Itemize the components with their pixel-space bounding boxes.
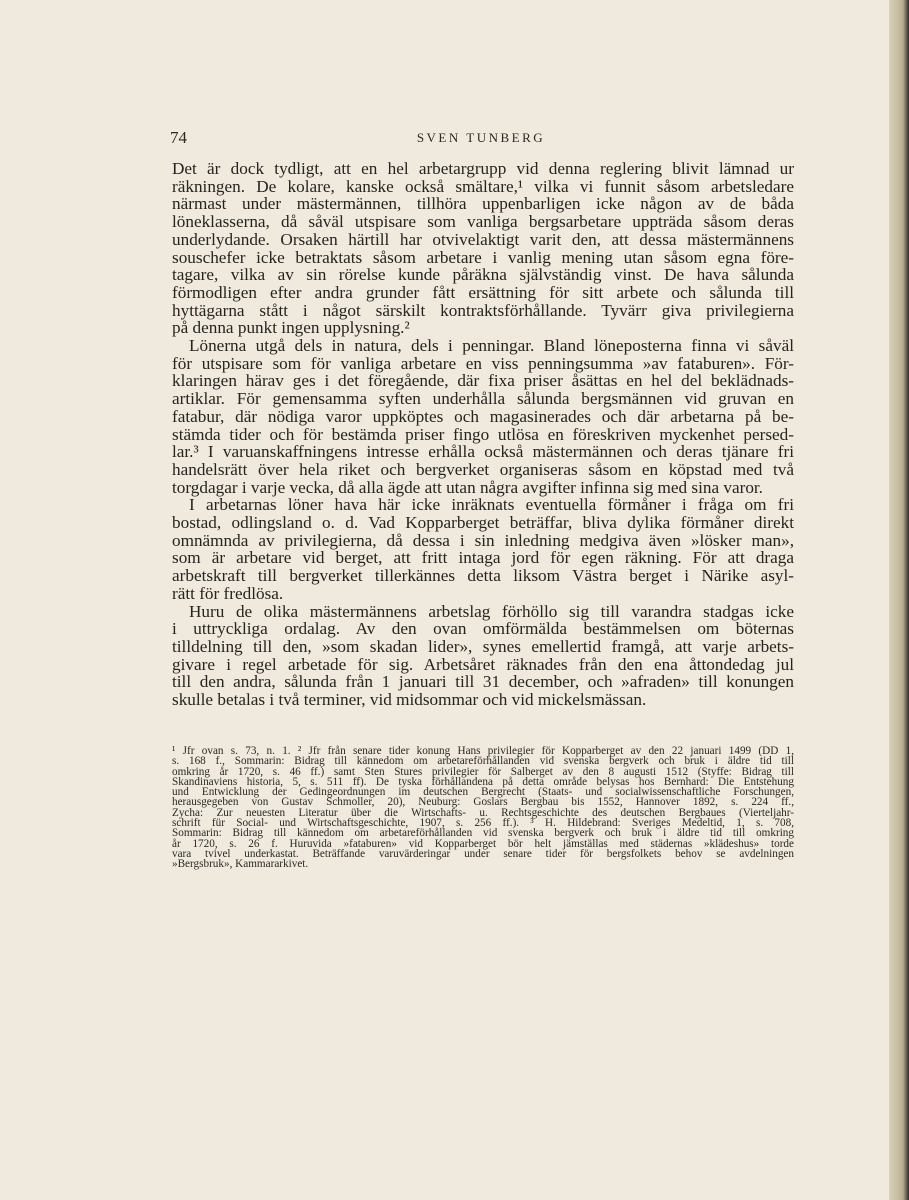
footnote-line: Skandinaviens historia, 5, s. 511 ff). De tyska förhållandena på detta område belysas hos Bernhard: Die Entstehung <box>172 775 794 788</box>
page-header <box>170 128 792 148</box>
text-line: torgdagar i varje vecka, då alla ägde att utan några avgifter infinna sig med sina varor. <box>172 477 763 497</box>
text-line: fatabur, där nödiga varor uppköptes och magasinerades och där arbetarna på be- <box>172 406 794 426</box>
text-line: på denna punkt ingen upplysning.² <box>172 318 410 338</box>
text-line: bostad, odlingsland o. d. Vad Kopparberget beträffar, bliva dylika förmåner direkt <box>172 513 794 533</box>
text-line: Lönerna utgå dels in natura, dels i penningar. Bland löneposterna finna vi såväl <box>189 336 794 356</box>
main-text <box>172 160 794 709</box>
running-title: SVEN TUNBERG <box>416 130 546 145</box>
text-line: räkningen. De kolare, kanske också smältare,¹ vilka vi funnit såsom arbetsledare <box>172 176 794 196</box>
text-line: närmast under mästermännen, tillhöra uppenbarligen icke någon av de båda <box>172 194 794 214</box>
footnote-line: »Bergsbruk», Kammararkivet. <box>172 858 309 871</box>
text-line: löneklasserna, då såväl utspisare som vanliga bergsarbetare uppträda såsom deras <box>172 212 794 232</box>
footnote-line: Zycha: Zur neuesten Literatur über die Wirtschafts- u. Rechtsgeschichte des deutschen Bergbaues (Vierteljahr- <box>172 806 794 819</box>
text-line: för utspisare som för vanliga arbetare en viss penningsumma »av fataburen». För- <box>172 353 794 373</box>
text-line: klaringen härav ges i det föregående, där fixa priser åsättas en hel del beklädnads- <box>172 371 794 391</box>
text-line: tilldelning till den, »som skadan lider», synes emellertid framgå, att varje arbets- <box>172 636 794 656</box>
text-line: arbetskraft till bergverket tillerkännes detta liksom Västra berget i Närike asyl- <box>172 566 794 586</box>
footnote-line: herausgegeben von Gustav Schmoller, 20), Neuburg: Goslars Bergbau bis 1552, Hannover 1892, s. 224 ff., <box>172 796 794 809</box>
text-line: rätt för fredlösa. <box>172 583 284 603</box>
text-line: lar.³ I varuanskaffningens intresse erhålla också mästermännen och deras tjänare fri <box>172 442 794 462</box>
text-line: i uttryckliga ordalag. Av den ovan omförmälda bestämmelsen om böternas <box>172 619 794 639</box>
footnote-line: schrift für Social- und Wirtschaftsgeschichte, 1907, s. 256 ff.). ³ H. Hildebrand: Sveriges Medeltid, 1, s. 708, <box>172 817 794 830</box>
text-line: Huru de olika mästermännens arbetslag förhöllo sig till varandra stadgas icke <box>189 601 794 621</box>
footnote-line: Sommarin: Bidrag till kännedom om arbetareförhållanden vid svenska bergverk och bruk i äldre tid till omkring <box>172 827 794 840</box>
text-line: Det är dock tydligt, att en hel arbetargrupp vid denna reglering blivit lämnad ur <box>172 159 794 178</box>
text-line: förmodligen efter andra grunder fått ersättning för sitt arbete och sålunda till <box>172 282 794 302</box>
page-edge <box>889 0 909 1200</box>
page-number: 74 <box>170 128 187 147</box>
text-line: souschefer icke betraktats såsom arbetare i vanlig mening utan såsom egna före- <box>172 247 794 267</box>
footnote-line: s. 168 f., Sommarin: Bidrag till kännedom om arbetareförhållanden vid svenska bergverk och bruk i äldre tid till <box>172 755 794 768</box>
text-line: artiklar. För gemensamma syften underhålla sålunda bergsmännen vid gruvan en <box>172 389 794 409</box>
footnote-line: omkring år 1720, s. 46 ff.) samt Sten Stures privilegier för Salberget av den 8 augusti 1512 (Styffe: Bidrag till <box>172 765 794 778</box>
text-line: handelsrätt över hela riket och bergverket organiseras såsom en köpstad med två <box>172 459 794 479</box>
text-line: tagare, vilka av sin rörelse kunde påräkna självständig vinst. De hava sålunda <box>172 265 794 285</box>
text-line: till den andra, sålunda från 1 januari till 31 december, och »afraden» till konungen <box>172 672 794 692</box>
text-line: som är arbetare vid berget, att fritt intaga jord för egen räkning. För att draga <box>172 548 794 568</box>
footnote-line: und Entwicklung der Gedingeordnungen im deutschen Bergrecht (Staats- und socialwissenschaftliche Forschungen, <box>172 786 794 799</box>
text-line: stämda tider och för bestämda priser fingo utlösa en föreskriven myckenhet persed- <box>172 424 794 444</box>
footnote-line: vara tvivel underkastat. Beträffande varuvärderingar under senare tider för bergsfolkets behov se avdelningen <box>172 847 794 860</box>
text-line: underlydande. Orsaken härtill har otvivelaktigt varit den, att dessa mästermännens <box>172 229 794 249</box>
footnotes <box>172 746 794 870</box>
text-line: hyttägarna stått i något särskilt kontraktsförhållande. Tyvärr giva privilegierna <box>172 300 794 320</box>
footnote-line: ¹ Jfr ovan s. 73, n. 1. ² Jfr från senare tider konung Hans privilegier för Kopparberget av den 22 januari 1499 (DD 1, <box>172 745 794 757</box>
footnote-line: år 1720, s. 26 f. Huruvida »fataburen» vid Kopparberget bör helt jämställas med städernas »klädeshus» torde <box>172 837 794 850</box>
text-line: givare i regel arbetade för sig. Arbetsåret räknades från den ena åttondedag jul <box>172 654 794 674</box>
text-line: omnämnda av privilegierna, då dessa i sin inledning medgiva även »lösker man», <box>172 530 794 550</box>
text-line: skulle betalas i två terminer, vid midsommar och vid mickelsmässan. <box>172 690 647 710</box>
text-line: I arbetarnas löner hava här icke inräknats eventuella förmåner i fråga om fri <box>189 495 794 515</box>
